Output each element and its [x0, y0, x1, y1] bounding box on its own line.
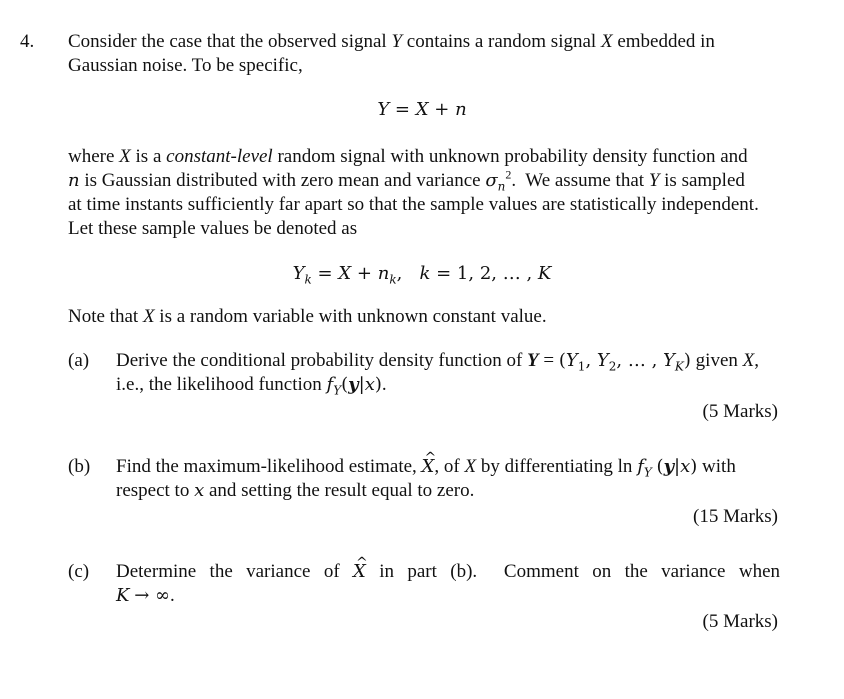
part-b-line-1: Find the maximum-likelihood estimate, ^ X, of X by differentiating $\ln f_Y$ (y|x) with	[116, 455, 780, 479]
part-c-marks: (5 Marks)	[702, 611, 778, 632]
part-a-line-2: i.e., the likelihood function $f_Y(y|x)$.	[116, 374, 387, 398]
part-a-marks: (5 Marks)	[702, 401, 778, 422]
part-b-text	[116, 455, 780, 503]
where-paragraph	[68, 145, 780, 241]
where-line-1: where X is a constant-level random signal with unknown probability density function and	[68, 146, 748, 167]
part-b-line-2: respect to x and setting the result equal to zero.	[116, 480, 475, 501]
part-a-label: (a)	[68, 350, 90, 371]
intro-line-2: Gaussian noise. To be specific,	[68, 55, 303, 76]
question-number: 4.	[20, 31, 35, 52]
part-c-label: (c)	[68, 561, 90, 582]
note-line: Note that X is a random variable with unknown constant value.	[68, 306, 547, 327]
part-c-line-2: K → ∞.	[116, 585, 175, 606]
question-intro	[68, 30, 780, 78]
where-line-4: Let these sample values be denoted as	[68, 218, 358, 239]
part-b-label: (b)	[68, 456, 91, 477]
intro-line-1: Consider the case that the observed signal Y contains a random signal X embedded in	[68, 31, 715, 52]
part-c-line-1: Determine the variance of ^ X in part (b). Comment on the variance when	[116, 560, 780, 584]
part-c-text	[116, 560, 780, 608]
part-a-line-1: Derive the conditional probability density function of $Y = (Y_1$, $Y_2$, … , $Y_K$) given X,	[116, 350, 759, 374]
equation-y-equals-x-plus-n: Y = X + n	[377, 99, 467, 120]
equation-samples: $Y_k = X + n_k$, k = 1, 2, … , K	[292, 263, 552, 287]
part-a-text	[116, 349, 780, 397]
where-line-2: n is Gaussian distributed with zero mean and variance $\sigma_n^2$. We assume that Y is sampled	[68, 167, 745, 194]
where-line-3: at time instants sufficiently far apart so that the sample values are statistically independent.	[68, 194, 759, 215]
part-b-marks: (15 Marks)	[693, 506, 778, 527]
